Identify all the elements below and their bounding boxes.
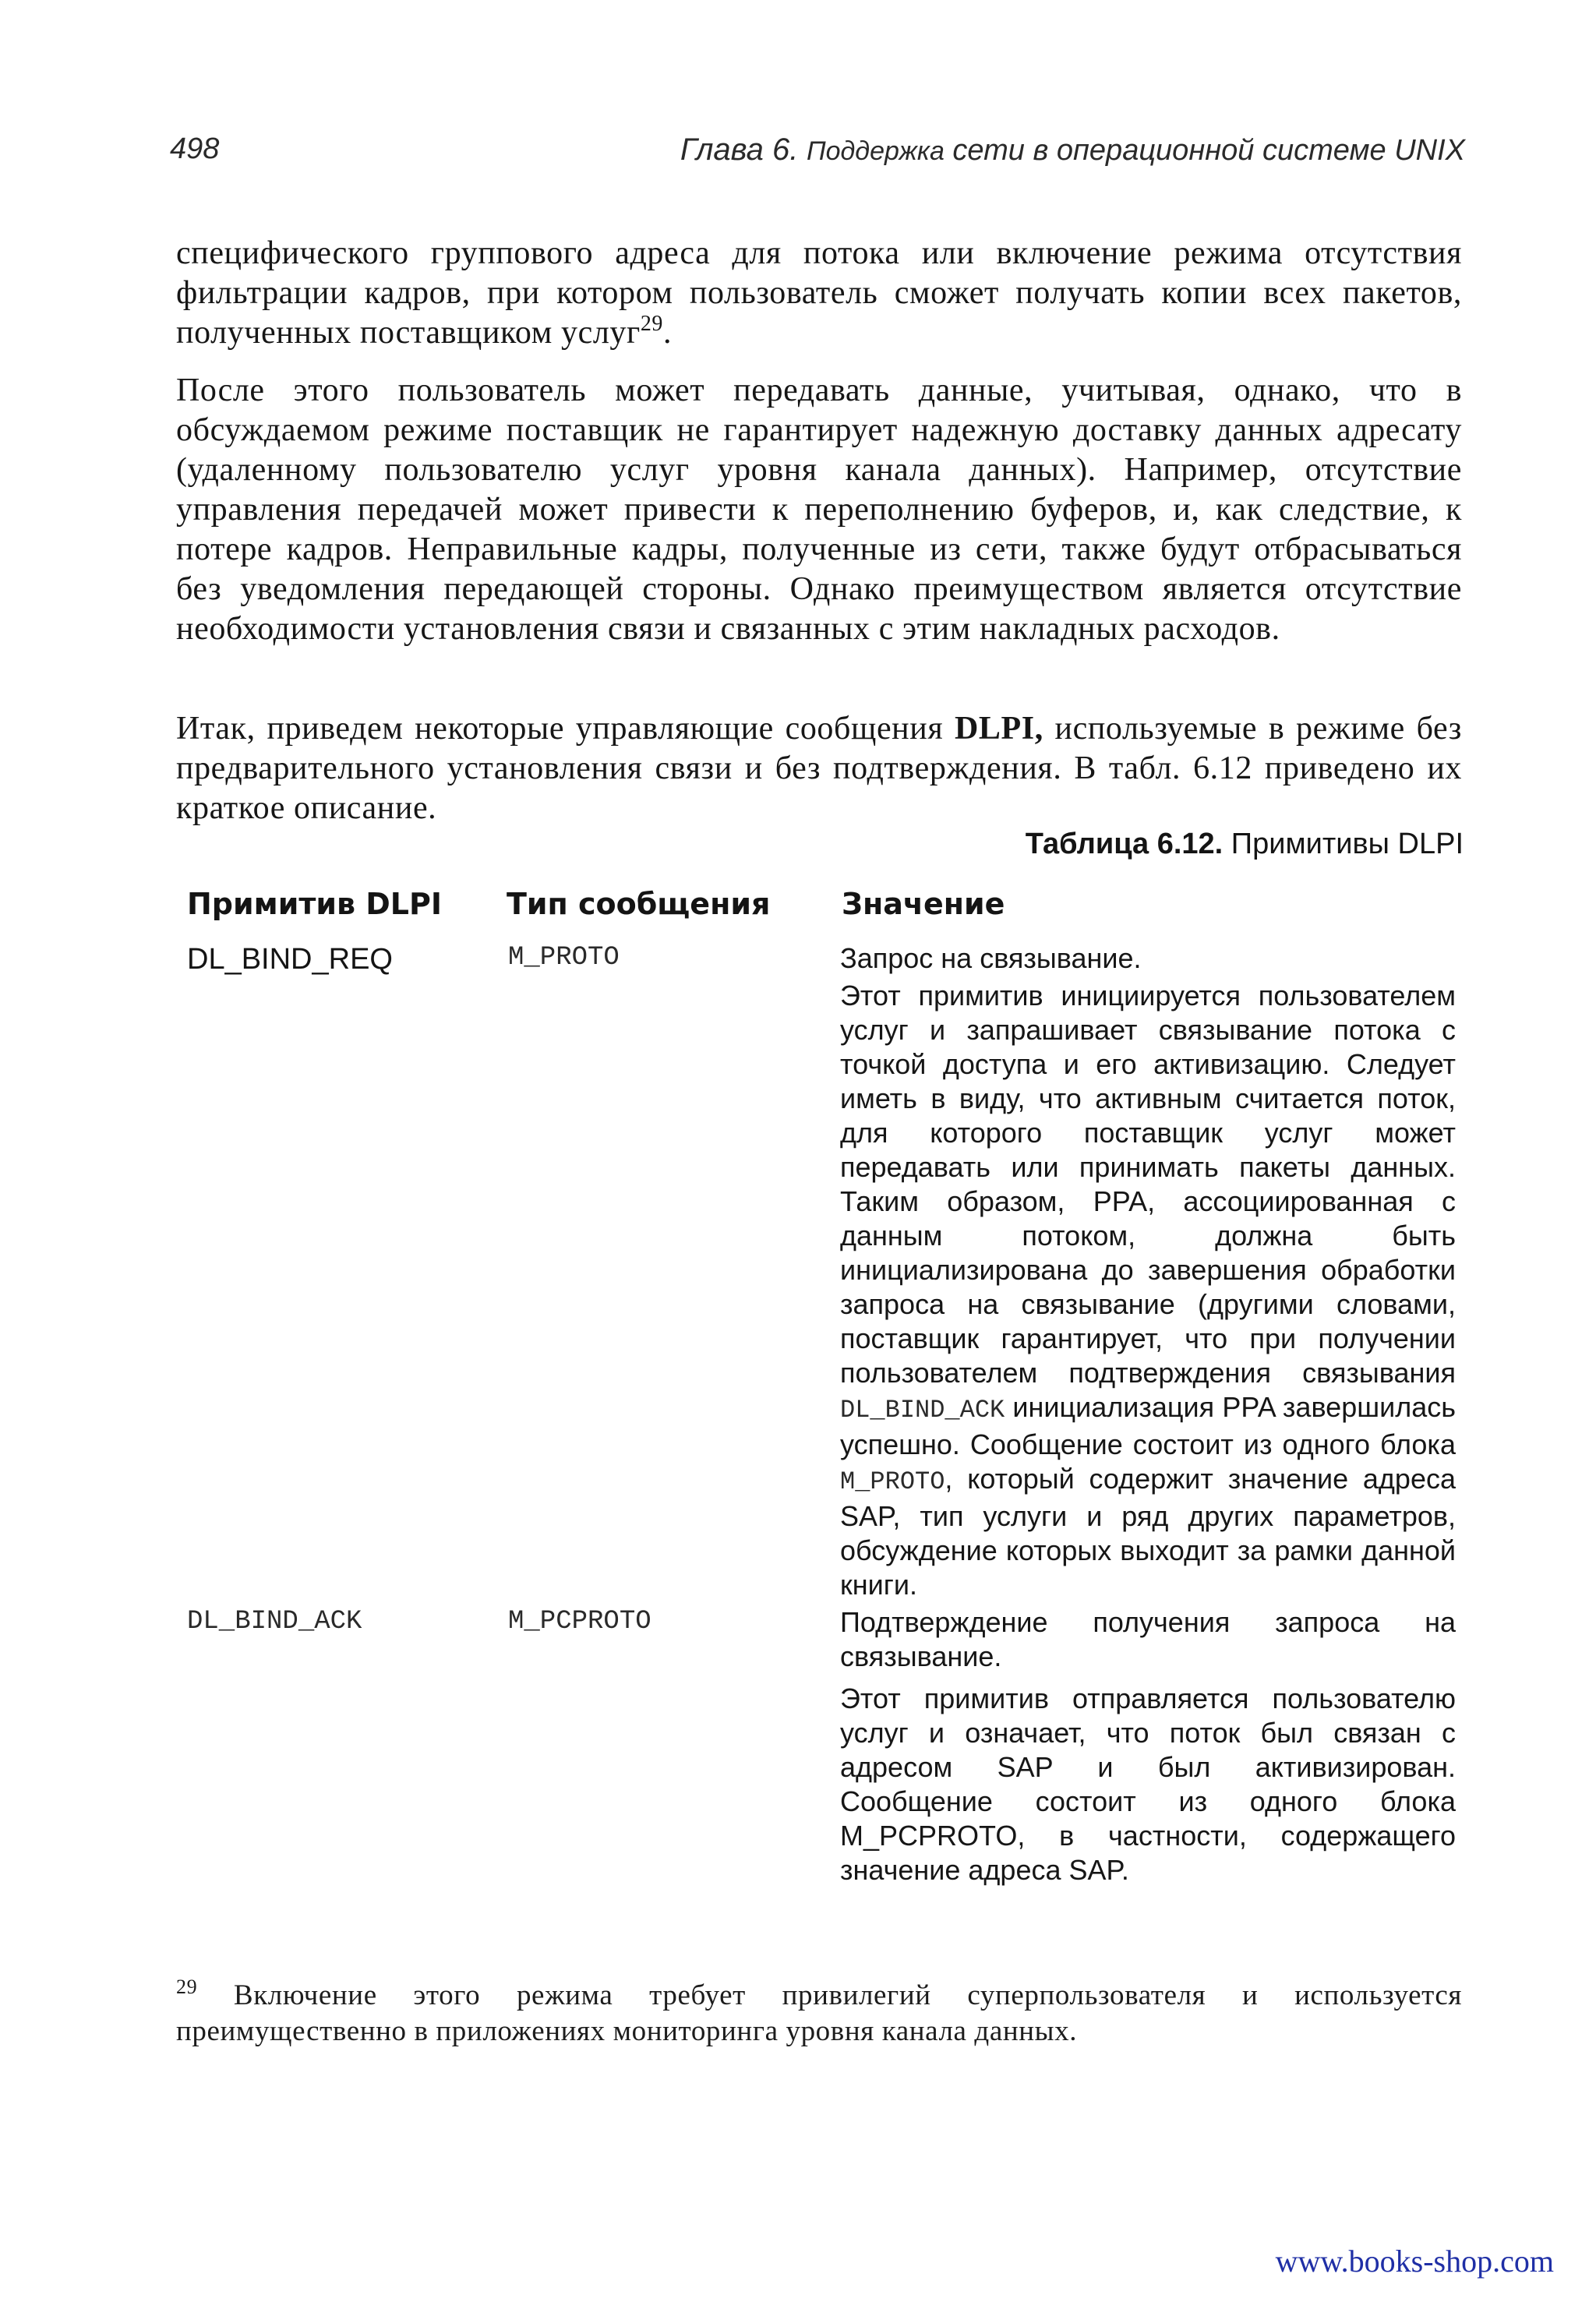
page-number: 498	[170, 132, 220, 165]
column-header-meaning: Значение	[842, 887, 1005, 921]
code-m-proto: M_PROTO	[840, 1467, 945, 1496]
table-cell-message-type: M_PCPROTO	[508, 1607, 651, 1636]
watermark-link[interactable]: www.books-shop.com	[1275, 2244, 1554, 2279]
paragraph-1	[176, 234, 1462, 353]
paragraph-2: После этого пользователь может передавать данные, учитывая, однако, что в обсуждаемом режиме поставщик не гарантирует надежную доставку данных адресату (удаленному пользователю услуг уровня канала данных). Например, отсутствие управления передачей может привести к переполнению буферов, и, как следствие, к потере кадров. Неправильные кадры, полученные из сети, также будут отбрасываться без уведомления передающей стороны. Однако преимуществом является отсутствие необходимости установления связи и связанных с этим накладных расходов.	[176, 372, 1462, 647]
column-header-primitive: Примитив DLPI	[187, 887, 442, 921]
description-text-b: инициализация PPA завершилась успешно. Сообщение состоит из одного блока	[840, 1391, 1456, 1460]
table-caption-number: Таблица 6.12.	[1025, 828, 1223, 860]
description-text-c: , который содержит значение адреса SAP, тип услуги и ряд других параметров, обсуждение которых выходит за рамки данной книги.	[840, 1463, 1456, 1601]
code-dl-bind-ack: DL_BIND_ACK	[840, 1396, 1005, 1425]
table-cell-meaning-title: Подтверждение получения запроса на связывание.	[840, 1606, 1456, 1672]
paragraph-3-text-a: Итак, приведем некоторые управляющие сообщения	[176, 711, 955, 747]
paragraph-1-text: специфического группового адреса для потока или включение режима отсутствия фильтрации кадров, при котором пользователь сможет получать копии всех пакетов, полученных поставщиком услуг	[176, 235, 1462, 351]
table-cell-meaning-title: Запрос на связывание.	[840, 942, 1142, 974]
paragraph-1-end: .	[663, 315, 673, 351]
table-cell-message-type: M_PROTO	[508, 943, 620, 973]
running-header	[680, 132, 1465, 168]
chapter-title-word: Поддержка	[806, 136, 945, 166]
description-text-a: Этот примитив инициируется пользователем услуг и запрашивает связывание потока с точкой доступа и его активизацию. Следует иметь в виду, что активным считается поток, для которого поставщик услуг может передавать или принимать пакеты данных. Таким образом, PPA, ассоциированная с данным потоком, должна быть инициализирована до завершения обработки запроса на связывание (другими словами, поставщик гарантирует, что при получении пользователем подтверждения связывания	[840, 980, 1456, 1389]
footnote-mark: 29	[176, 1975, 198, 1998]
footnote-ref[interactable]: 29	[640, 312, 664, 336]
table-caption-text: Примитивы DLPI	[1223, 828, 1464, 860]
table-cell-primitive: DL_BIND_REQ	[187, 943, 393, 976]
table-cell-primitive: DL_BIND_ACK	[187, 1607, 362, 1636]
paragraph-3-text-b: используемые в режиме без предварительного установления связи и без подтверждения. В табл. 6.12 приведено их краткое описание.	[176, 711, 1462, 826]
column-header-message-type: Тип сообщения	[507, 887, 771, 921]
footnote-text: Включение этого режима требует привилегий суперпользователя и используется преимущественно в приложениях мониторинга уровня канала данных.	[176, 1979, 1462, 2047]
table-cell-meaning-description	[840, 979, 1456, 1602]
footnote	[176, 1975, 1462, 2050]
paragraph-3-bold: DLPI,	[954, 711, 1043, 747]
chapter-number: Глава 6.	[680, 132, 799, 167]
paragraph-3	[176, 709, 1462, 828]
chapter-title-rest: сети в операционной системе UNIX	[944, 134, 1465, 167]
table-caption	[1026, 828, 1464, 861]
table-cell-meaning-description: Этот примитив отправляется пользователю услуг и означает, что поток был связан с адресом SAP и был активизирован. Сообщение состоит из одного блока M_PCPROTO, в частности, содержащего значение адреса SAP.	[840, 1682, 1456, 1886]
